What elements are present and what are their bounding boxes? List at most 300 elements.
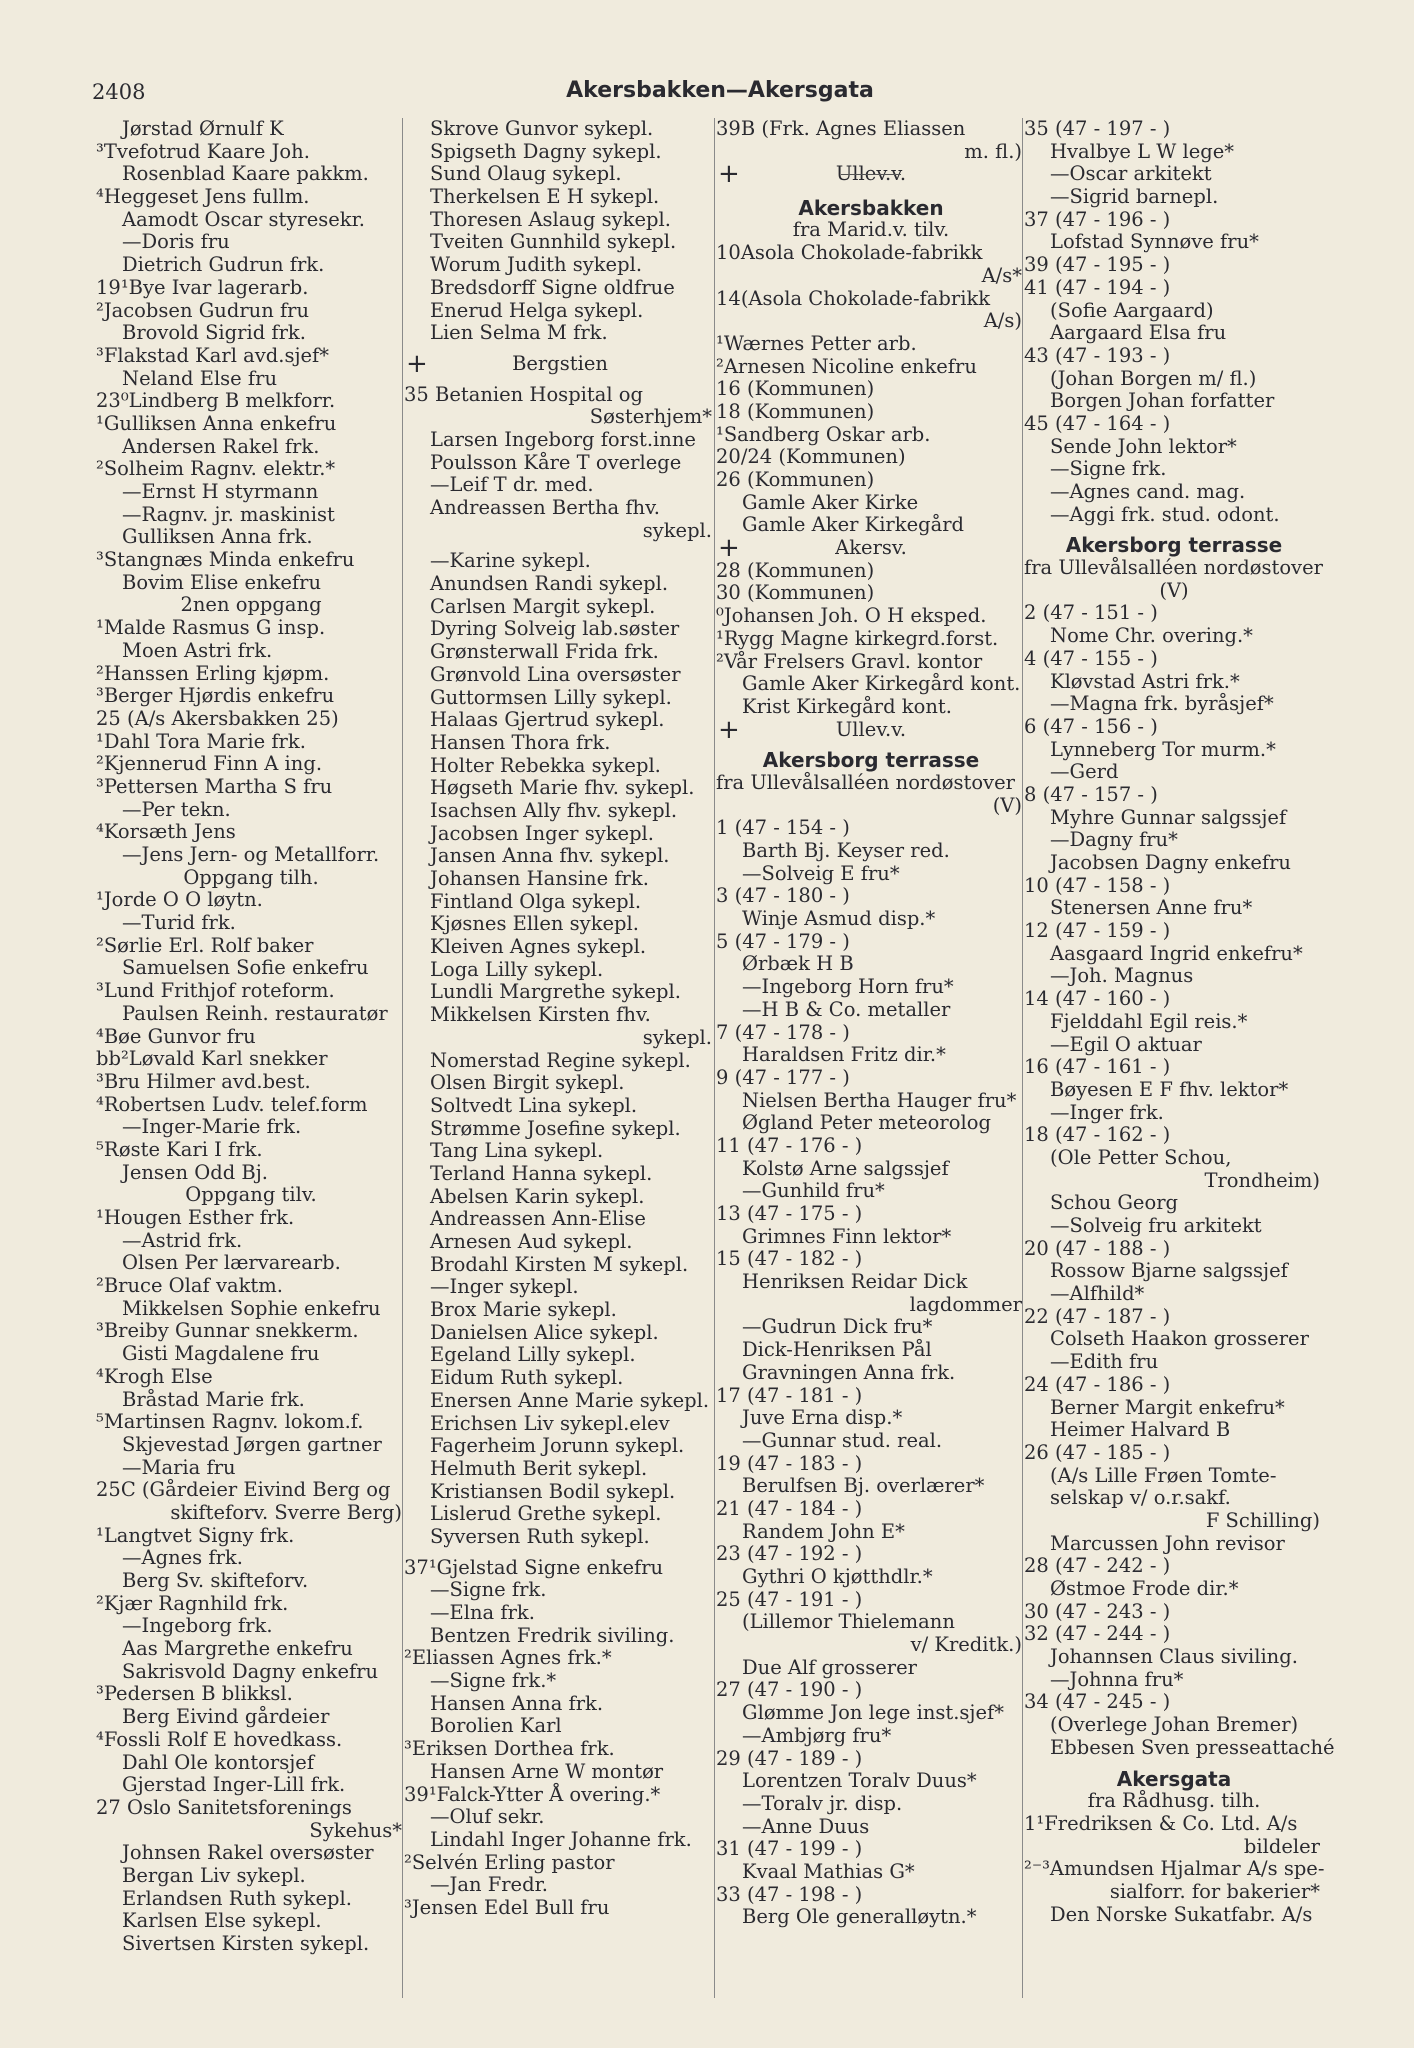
- entry-text: 5 (47 - 179 - ): [716, 929, 850, 953]
- directory-entry: [716, 356, 1026, 379]
- entry-text: Gravningen Anna frk.: [742, 1360, 956, 1384]
- entry-text: ⁵Martinsen Ragnv. lokom.f.: [96, 1410, 364, 1434]
- directory-entry: [404, 1050, 716, 1073]
- entry-text: 37¹Gjelstad Signe enkefru: [404, 1555, 664, 1579]
- directory-entry: [96, 186, 406, 209]
- directory-entry: [96, 1752, 406, 1775]
- entry-text: A/s): [983, 309, 1022, 333]
- entry-text: Henriksen Reidar Dick: [742, 1270, 968, 1294]
- entry-text: Olsen Per lærvarearb.: [122, 1251, 341, 1275]
- directory-entry: [716, 1543, 1026, 1566]
- entry-text: fra Ullevålsalléen nordøstover: [1024, 556, 1323, 580]
- entry-text: Johannsen Claus siviling.: [1050, 1645, 1298, 1669]
- directory-entry: [1024, 413, 1324, 436]
- entry-text: Krist Kirkegård kont.: [742, 694, 952, 718]
- directory-entry: [96, 1820, 406, 1843]
- directory-entry: [1024, 368, 1324, 391]
- directory-entry: [1024, 1034, 1324, 1057]
- directory-entry: [96, 1638, 406, 1661]
- entry-text: Guttormsen Lilly sykepl.: [430, 685, 672, 709]
- directory-entry: [716, 605, 1026, 628]
- directory-entry: [96, 980, 406, 1003]
- directory-entry: [716, 628, 1026, 651]
- entry-text: Ebbesen Sven presseattaché: [1050, 1735, 1335, 1759]
- directory-entry: [96, 1479, 406, 1502]
- directory-entry: [96, 912, 406, 935]
- directory-entry: [404, 209, 716, 232]
- entry-text: Paulsen Reinh. restauratør: [122, 1001, 388, 1025]
- entry-text: Aamodt Oscar styresekr.: [122, 207, 365, 231]
- directory-entry: [716, 446, 1026, 469]
- entry-text: Kristiansen Bodil sykepl.: [430, 1479, 676, 1503]
- entry-text: —Dagny fru*: [1050, 828, 1178, 852]
- directory-entry: [96, 1366, 406, 1389]
- entry-text: 1 (47 - 154 - ): [716, 816, 850, 840]
- entry-text: ⁴Robertsen Ludv. telef.form: [96, 1092, 368, 1116]
- directory-entry: [96, 889, 406, 912]
- entry-text: ³Pettersen Martha S fru: [96, 774, 333, 798]
- entry-text: Tveiten Gunnhild sykepl.: [430, 230, 677, 254]
- entry-text: Fjelddahl Egil reis.*: [1050, 1009, 1248, 1033]
- entry-text: ²Vår Frelsers Gravl. kontor: [716, 649, 983, 673]
- directory-entry: [716, 1203, 1026, 1226]
- street-direction: [96, 594, 406, 617]
- entry-text: Brovold Sigrid frk.: [122, 321, 306, 345]
- entry-text: Lien Selma M frk.: [430, 321, 608, 345]
- entry-text: —Elna frk.: [430, 1601, 535, 1624]
- entry-text: 16 (47 - 161 - ): [1024, 1055, 1171, 1079]
- entry-text: 20/24 (Kommunen): [716, 445, 906, 469]
- directory-entry: [96, 254, 406, 277]
- directory-entry: [1024, 1147, 1324, 1170]
- directory-entry: [1024, 693, 1324, 716]
- directory-entry: [404, 664, 716, 687]
- directory-entry: [404, 1390, 716, 1413]
- directory-entry: [716, 1271, 1026, 1294]
- entry-text: Grønsterwall Frida frk.: [430, 640, 659, 664]
- directory-entry: [96, 368, 406, 391]
- entry-text: Lislerud Grethe sykepl.: [430, 1502, 662, 1526]
- directory-entry: [404, 800, 716, 823]
- entry-text: (Johan Borgen m/ fl.): [1050, 366, 1257, 390]
- entry-text: 22 (47 - 187 - ): [1024, 1304, 1171, 1328]
- directory-entry: [1024, 1533, 1324, 1556]
- entry-text: 4 (47 - 155 - ): [1024, 646, 1158, 670]
- entry-text: Nomerstad Regine sykepl.: [430, 1048, 691, 1072]
- directory-entry: [96, 844, 406, 867]
- directory-entry: [716, 242, 1026, 265]
- directory-entry: [404, 1693, 716, 1716]
- directory-entry: [404, 254, 716, 277]
- entry-text: ¹Dahl Tora Marie frk.: [96, 729, 306, 753]
- entry-text: —H B & Co. metaller: [742, 997, 951, 1021]
- entry-text: Schou Georg: [1050, 1191, 1178, 1215]
- directory-entry: [96, 753, 406, 776]
- directory-entry: [404, 1095, 716, 1118]
- directory-entry: [1024, 345, 1324, 368]
- directory-entry: [404, 1738, 716, 1761]
- entry-text: 18 (Kommunen): [716, 399, 875, 423]
- directory-entry: [1024, 1170, 1324, 1193]
- directory-entry: [96, 345, 406, 368]
- entry-text: —Solveig E fru*: [742, 861, 900, 885]
- entry-text: ²Sørlie Erl. Rolf baker: [96, 933, 314, 957]
- entry-text: fra Ullevålsalléen nordøstover: [716, 770, 1015, 794]
- directory-column-4: [1024, 117, 1335, 1926]
- entry-text: —Ernst H styrmann: [122, 480, 319, 503]
- entry-text: sykepl.: [642, 1025, 712, 1049]
- entry-text: 31 (47 - 199 - ): [716, 1837, 863, 1861]
- entry-text: ¹Sandberg Oskar arb.: [716, 422, 931, 446]
- entry-text: Skjevestad Jørgen gartner: [122, 1432, 382, 1456]
- directory-entry: [404, 891, 716, 914]
- entry-text: Mikkelsen Kirsten fhv.: [430, 1003, 651, 1027]
- directory-entry: [96, 1729, 406, 1752]
- entry-text: Soltvedt Lina sykepl.: [430, 1093, 638, 1117]
- entry-text: Nielsen Bertha Hauger fru*: [742, 1088, 1017, 1112]
- directory-entry: [716, 1838, 1026, 1861]
- directory-entry: [404, 777, 716, 800]
- directory-entry: [1024, 671, 1324, 694]
- entry-text: selskap v/ o.r.sakf.: [1050, 1486, 1231, 1510]
- directory-entry: [96, 1615, 406, 1638]
- directory-entry: [716, 840, 1026, 863]
- directory-entry: [404, 429, 716, 452]
- directory-entry: [1024, 1578, 1324, 1601]
- directory-entry: [1024, 1881, 1324, 1904]
- directory-entry: [404, 384, 716, 407]
- directory-entry: [716, 1702, 1026, 1725]
- entry-text: Sakrisvold Dagny enkefru: [122, 1659, 379, 1683]
- directory-entry: [404, 573, 716, 596]
- entry-text: ³Stangnæs Minda enkefru: [96, 548, 355, 572]
- directory-entry: [1024, 943, 1324, 966]
- directory-entry: [404, 1072, 716, 1095]
- entry-text: 28 (47 - 242 - ): [1024, 1554, 1171, 1578]
- entry-text: Dick-Henriksen Pål: [742, 1338, 932, 1362]
- entry-text: ²Kjennerud Finn A ing.: [96, 752, 323, 776]
- directory-entry: [96, 1298, 406, 1321]
- directory-entry: [404, 1140, 716, 1163]
- entry-text: Grønvold Lina oversøster: [430, 662, 681, 686]
- directory-entry: [96, 1343, 406, 1366]
- entry-text: Akersborg terrasse: [1065, 533, 1283, 558]
- directory-entry: [716, 1385, 1026, 1408]
- entry-text: ³Breiby Gunnar snekkerm.: [96, 1319, 359, 1343]
- directory-entry: [404, 1208, 716, 1231]
- entry-text: Sund Olaug sykepl.: [430, 162, 622, 186]
- entry-text: ¹Rygg Magne kirkegrd.forst.: [716, 626, 999, 650]
- directory-entry: [716, 863, 1026, 886]
- entry-text: 2nen oppgang: [180, 593, 322, 617]
- directory-entry: [716, 378, 1026, 401]
- entry-text: Larsen Ingeborg forst.inne: [430, 427, 696, 451]
- directory-entry: [96, 1502, 406, 1525]
- directory-entry: [404, 1413, 716, 1436]
- entry-text: Andersen Rakel frk.: [122, 434, 320, 458]
- directory-entry: [404, 1897, 716, 1920]
- entry-text: Due Alf grosserer: [742, 1655, 917, 1679]
- entry-text: Berg Sv. skifteforv.: [122, 1569, 309, 1592]
- entry-text: fra Rådhusg. tilh.: [1087, 1789, 1261, 1813]
- cross-street: [716, 714, 1026, 745]
- entry-text: Brox Marie sykepl.: [430, 1298, 617, 1322]
- directory-entry: [716, 1407, 1026, 1430]
- entry-text: (Overlege Johan Bremer): [1050, 1713, 1299, 1737]
- directory-entry: [404, 755, 716, 778]
- directory-entry: [96, 141, 406, 164]
- entry-text: ³Jensen Edel Bull fru: [404, 1895, 610, 1919]
- entry-text: Lundli Margrethe sykepl.: [430, 980, 681, 1004]
- entry-text: Moen Astri frk.: [122, 638, 273, 662]
- entry-text: 35 (47 - 197 - ): [1024, 117, 1171, 140]
- entry-text: Winje Asmud disp.*: [742, 907, 936, 931]
- entry-text: 2 (47 - 151 - ): [1024, 601, 1158, 625]
- entry-text: Oppgang tilv.: [185, 1183, 317, 1207]
- directory-entry: [96, 322, 406, 345]
- directory-entry: [404, 277, 716, 300]
- directory-entry: [716, 999, 1026, 1022]
- entry-text: sialforr. for bakerier*: [1109, 1879, 1320, 1903]
- directory-entry: [96, 1457, 406, 1480]
- directory-entry: [96, 1071, 406, 1094]
- entry-text: Berulfsen Bj. overlærer*: [742, 1474, 985, 1498]
- entry-text: —Agnes frk.: [122, 1546, 243, 1570]
- directory-entry: [716, 1022, 1026, 1045]
- entry-text: 23 (47 - 192 - ): [716, 1542, 863, 1566]
- directory-entry: [1024, 458, 1324, 481]
- directory-entry: [716, 288, 1026, 311]
- directory-entry: [716, 560, 1026, 583]
- entry-text: 39¹Falck-Ytter Å overing.*: [404, 1782, 661, 1806]
- directory-column-2: [404, 118, 716, 1920]
- directory-entry: [1024, 1623, 1324, 1646]
- street-direction: [716, 219, 1026, 242]
- directory-entry: [716, 1475, 1026, 1498]
- entry-text: Rosenblad Kaare pakkm.: [122, 162, 369, 186]
- entry-text: ⁴Heggeset Jens fullm.: [96, 185, 310, 209]
- entry-text: (Ole Petter Schou,: [1050, 1145, 1232, 1169]
- entry-text: 19¹Bye Ivar lagerarb.: [96, 275, 309, 299]
- entry-text: Fintland Olga sykepl.: [430, 889, 642, 913]
- directory-entry: [1024, 481, 1324, 504]
- directory-entry: [716, 1748, 1026, 1771]
- directory-entry: [96, 1888, 406, 1911]
- directory-entry: [404, 186, 716, 209]
- entry-text: Tang Lina sykepl.: [430, 1139, 604, 1163]
- directory-entry: [1024, 625, 1324, 648]
- entry-text: Østmoe Frode dir.*: [1050, 1577, 1239, 1600]
- directory-entry: [1024, 875, 1324, 898]
- directory-entry: [404, 981, 716, 1004]
- entry-text: Den Norske Sukatfabr. A/s: [1050, 1902, 1313, 1926]
- directory-entry: [404, 1647, 716, 1670]
- entry-text: Gisti Magdalene fru: [122, 1342, 320, 1366]
- entry-text: Erlandsen Ruth sykepl.: [122, 1886, 352, 1910]
- directory-entry: [716, 673, 1026, 696]
- directory-entry: [404, 868, 716, 891]
- directory-entry: [96, 118, 406, 141]
- directory-entry: [1024, 897, 1324, 920]
- entry-text: —Ambjørg fru*: [742, 1723, 892, 1747]
- directory-entry: [716, 1112, 1026, 1135]
- directory-entry: [96, 708, 406, 731]
- entry-text: 13 (47 - 175 - ): [716, 1202, 863, 1225]
- directory-entry: [716, 118, 1026, 141]
- directory-entry: [404, 1027, 716, 1050]
- street-direction: [96, 867, 406, 890]
- entry-text: (Sofie Aargaard): [1050, 298, 1214, 322]
- directory-entry: [716, 885, 1026, 908]
- directory-entry: [716, 1498, 1026, 1521]
- entry-text: —Signe frk.*: [430, 1669, 557, 1693]
- directory-entry: [1024, 1397, 1324, 1420]
- directory-entry: [716, 265, 1026, 288]
- entry-text: Holter Rebekka sykepl.: [430, 753, 661, 777]
- directory-entry: [96, 526, 406, 549]
- directory-entry: [716, 817, 1026, 840]
- directory-entry: [716, 1362, 1026, 1385]
- entry-text: Jensen Odd Bj.: [122, 1160, 268, 1184]
- street-heading: [1024, 534, 1324, 557]
- directory-entry: [404, 1874, 716, 1897]
- entry-text: Ullev.v.: [835, 717, 907, 741]
- directory-entry: [96, 685, 406, 708]
- entry-text: 25 (47 - 191 - ): [716, 1587, 863, 1611]
- directory-entry: [716, 1906, 1026, 1929]
- directory-entry: [716, 1816, 1026, 1839]
- entry-text: 16 (Kommunen): [716, 377, 875, 401]
- directory-entry: [1024, 739, 1324, 762]
- directory-entry: [404, 1806, 716, 1829]
- directory-entry: [716, 1793, 1026, 1816]
- directory-entry: [1024, 1735, 1335, 1760]
- directory-entry: [716, 651, 1026, 674]
- entry-text: Akersv.: [835, 536, 907, 560]
- entry-text: Olsen Birgit sykepl.: [430, 1071, 625, 1095]
- directory-entry: [1024, 1192, 1324, 1215]
- entry-text: Bergstien: [512, 351, 608, 375]
- entry-text: v/ Kreditk.): [910, 1633, 1022, 1657]
- entry-text: —Toralv jr. disp.: [742, 1791, 903, 1815]
- directory-entry: [96, 1683, 406, 1706]
- directory-entry: [96, 1320, 406, 1343]
- entry-text: ³Bru Hilmer avd.best.: [96, 1069, 311, 1093]
- directory-entry: [716, 1589, 1026, 1612]
- directory-entry: [404, 231, 716, 254]
- entry-text: —Anne Duus: [742, 1814, 870, 1838]
- directory-entry: [96, 1162, 406, 1185]
- entry-text: 14 (47 - 160 - ): [1024, 987, 1171, 1011]
- entry-text: Bovim Elise enkefru: [122, 570, 322, 594]
- directory-entry: [96, 957, 406, 980]
- directory-entry: [404, 322, 716, 345]
- entry-text: (V): [1159, 578, 1189, 602]
- entry-text: 14(Asola Chokolade-fabrikk: [716, 286, 991, 310]
- directory-entry: [96, 458, 406, 481]
- entry-text: ³Lund Frithjof roteform.: [96, 979, 335, 1003]
- entry-text: Johnsen Rakel oversøster: [122, 1841, 374, 1865]
- entry-text: 27 (47 - 190 - ): [716, 1678, 863, 1702]
- entry-text: Bergan Liv sykepl.: [122, 1863, 306, 1887]
- directory-entry: [96, 1661, 406, 1684]
- entry-text: 32 (47 - 244 - ): [1024, 1622, 1171, 1646]
- directory-entry: [96, 1570, 406, 1593]
- entry-text: Jacobsen Inger sykepl.: [430, 821, 654, 845]
- entry-text: Stenersen Anne fru*: [1050, 896, 1253, 920]
- directory-entry: [404, 1557, 716, 1580]
- directory-entry: [96, 935, 406, 958]
- directory-entry: [1024, 254, 1324, 277]
- street-heading: [716, 197, 1026, 220]
- directory-entry: [404, 1481, 716, 1504]
- directory-entry: [1024, 1124, 1324, 1147]
- directory-entry: [96, 436, 406, 459]
- directory-entry: [404, 1276, 716, 1299]
- entry-text: ⁴Korsæth Jens: [96, 820, 236, 844]
- directory-entry: [96, 1230, 406, 1253]
- directory-entry: [1024, 186, 1324, 209]
- entry-text: Enersen Anne Marie sykepl.: [430, 1388, 710, 1412]
- street-heading: [716, 749, 1026, 772]
- directory-entry: [404, 406, 716, 429]
- entry-text: —Gerd: [1050, 760, 1119, 784]
- directory-entry: [1024, 1306, 1324, 1329]
- entry-text: Arnesen Aud sykepl.: [430, 1230, 633, 1253]
- entry-text: Erichsen Liv sykepl.elev: [430, 1411, 670, 1435]
- directory-entry: [1024, 557, 1324, 580]
- directory-entry: [716, 1679, 1026, 1702]
- entry-text: 15 (47 - 182 - ): [716, 1247, 863, 1271]
- entry-text: Jacobsen Dagny enkefru: [1050, 851, 1291, 874]
- entry-text: ⁴Krogh Else: [96, 1364, 213, 1388]
- directory-entry: [96, 1797, 406, 1820]
- directory-entry: [716, 976, 1026, 999]
- entry-text: 30 (Kommunen): [716, 581, 875, 605]
- entry-text: m. fl.): [964, 139, 1022, 163]
- entry-text: ¹Malde Rasmus G insp.: [96, 616, 326, 640]
- entry-text: ²Bruce Olaf vaktm.: [96, 1274, 283, 1298]
- entry-text: Andreassen Ann-Elise: [430, 1207, 646, 1231]
- entry-text: ¹Jorde O O løytn.: [96, 888, 263, 912]
- directory-entry: [404, 141, 716, 164]
- entry-text: —Oscar arkitekt: [1050, 162, 1212, 186]
- entry-text: Akersborg terrasse: [762, 748, 980, 773]
- entry-text: —Magna frk. byråsjef*: [1050, 692, 1274, 716]
- directory-entry: [716, 1657, 1026, 1680]
- directory-entry: [404, 1715, 716, 1738]
- directory-entry: [96, 390, 406, 413]
- directory-entry: [716, 1090, 1026, 1113]
- directory-entry: [404, 618, 716, 641]
- entry-text: —Jan Fredr.: [430, 1873, 548, 1897]
- directory-entry: [404, 1602, 716, 1625]
- entry-text: ³Eriksen Dorthea frk.: [404, 1737, 615, 1761]
- directory-entry: [1024, 1858, 1324, 1881]
- entry-text: Aasgaard Ingrid enkefru*: [1050, 941, 1303, 965]
- entry-text: —Doris fru: [122, 230, 230, 254]
- entry-text: ²⁻³Amundsen Hjalmar A/s spe-: [1024, 1857, 1325, 1881]
- entry-text: ⁵Røste Kari I frk.: [96, 1137, 263, 1161]
- entry-text: F Schilling): [1205, 1508, 1320, 1532]
- entry-text: —Inger sykepl.: [430, 1275, 579, 1299]
- directory-entry: [404, 1254, 716, 1277]
- directory-entry: [716, 953, 1026, 976]
- directory-entry: [1024, 1691, 1324, 1714]
- directory-entry: [716, 1430, 1026, 1453]
- directory-entry: [404, 163, 716, 186]
- directory-entry: [1024, 390, 1324, 413]
